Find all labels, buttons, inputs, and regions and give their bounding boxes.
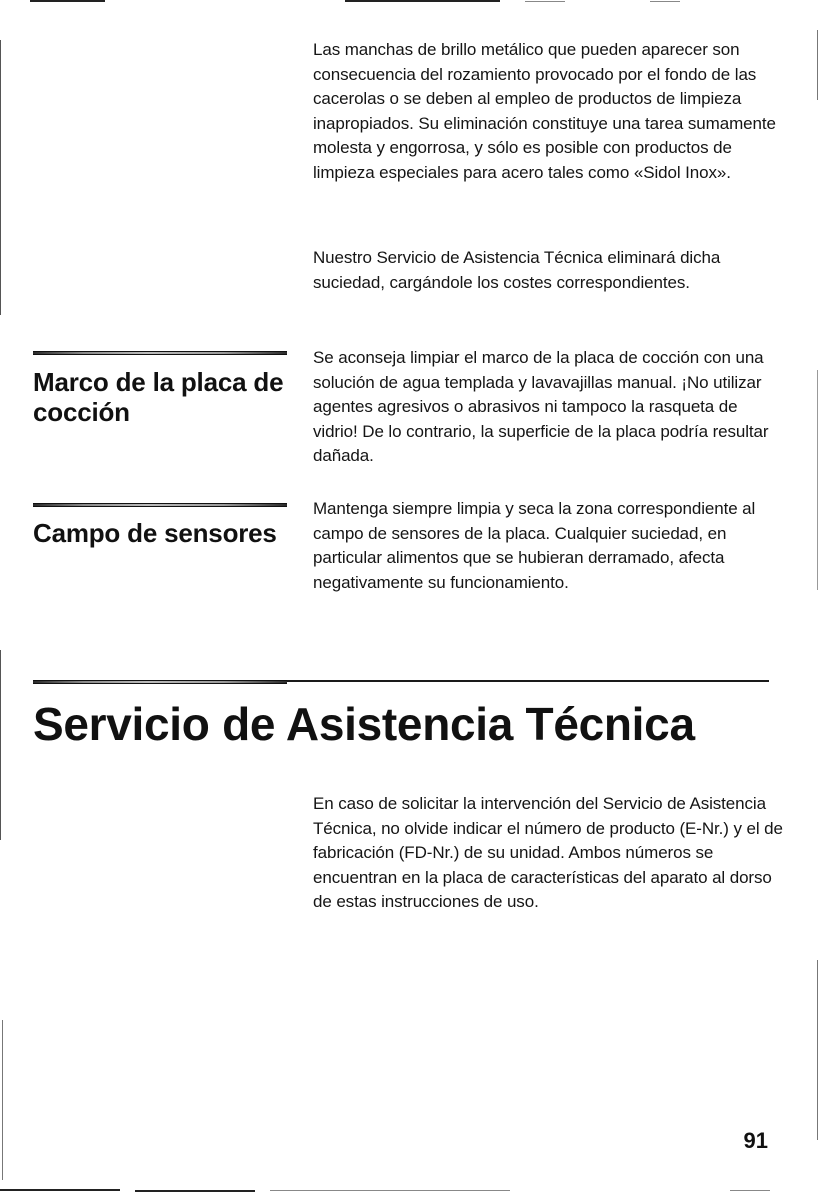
scan-edge-mark bbox=[730, 1190, 770, 1191]
section-title-marco: Marco de la placa de cocción bbox=[33, 367, 284, 427]
scan-edge-mark bbox=[2, 1020, 3, 1180]
page-number: 91 bbox=[743, 1128, 768, 1153]
scan-edge-mark bbox=[0, 1189, 120, 1191]
section-title-campo: Campo de sensores bbox=[33, 518, 277, 548]
intro-paragraph-2: Nuestro Servicio de Asistencia Técnica eliminará dicha suciedad, cargándole los costes correspondientes. bbox=[313, 248, 721, 292]
chapter-rule-accent bbox=[33, 680, 287, 684]
scan-edge-mark bbox=[345, 0, 500, 2]
scan-edge-mark bbox=[270, 1190, 510, 1191]
scan-edge-mark bbox=[817, 960, 818, 1140]
scan-edge-mark bbox=[30, 0, 105, 2]
section-rule bbox=[33, 351, 287, 355]
scan-edge-mark bbox=[135, 1190, 255, 1192]
chapter-title: Servicio de Asistencia Técnica bbox=[33, 698, 695, 750]
scan-edge-mark bbox=[650, 1, 680, 2]
intro-paragraph-1: Las manchas de brillo metálico que pueden aparecer son consecuencia del rozamiento provocado por el fondo de las cacerolas o se deben al empleo de productos de limpieza inapropiados. Su eliminación constituye una tarea sumamente molesta y engorrosa, y sólo es posible con productos de limpieza especiales para acero tales como «Sidol Inox». bbox=[313, 40, 776, 182]
chapter-body: En caso de solicitar la intervención del Servicio de Asistencia Técnica, no olvide indicar el número de producto (E-Nr.) y el de fabricación (FD-Nr.) de su unidad. Ambos números se encuentran en la placa de características del aparato al dorso de estas instrucciones de uso. bbox=[313, 794, 783, 911]
scan-edge-mark bbox=[817, 30, 818, 100]
section-body-marco: Se aconseja limpiar el marco de la placa de cocción con una solución de agua templada y lavavajillas manual. ¡No utilizar agentes agresivos o abrasivos ni tampoco la rasqueta de vidrio! De lo contrario, la superficie de la placa podría resultar dañada. bbox=[313, 348, 769, 465]
section-rule bbox=[33, 503, 287, 507]
scan-edge-mark bbox=[525, 1, 565, 2]
scan-edge-mark bbox=[0, 650, 1, 840]
scan-edge-mark bbox=[817, 370, 818, 590]
section-body-campo: Mantenga siempre limpia y seca la zona correspondiente al campo de sensores de la placa. Cualquier suciedad, en particular alimentos que se hubieran derramado, afecta negativamente su funcionamiento. bbox=[313, 499, 756, 592]
scan-edge-mark bbox=[0, 40, 1, 315]
